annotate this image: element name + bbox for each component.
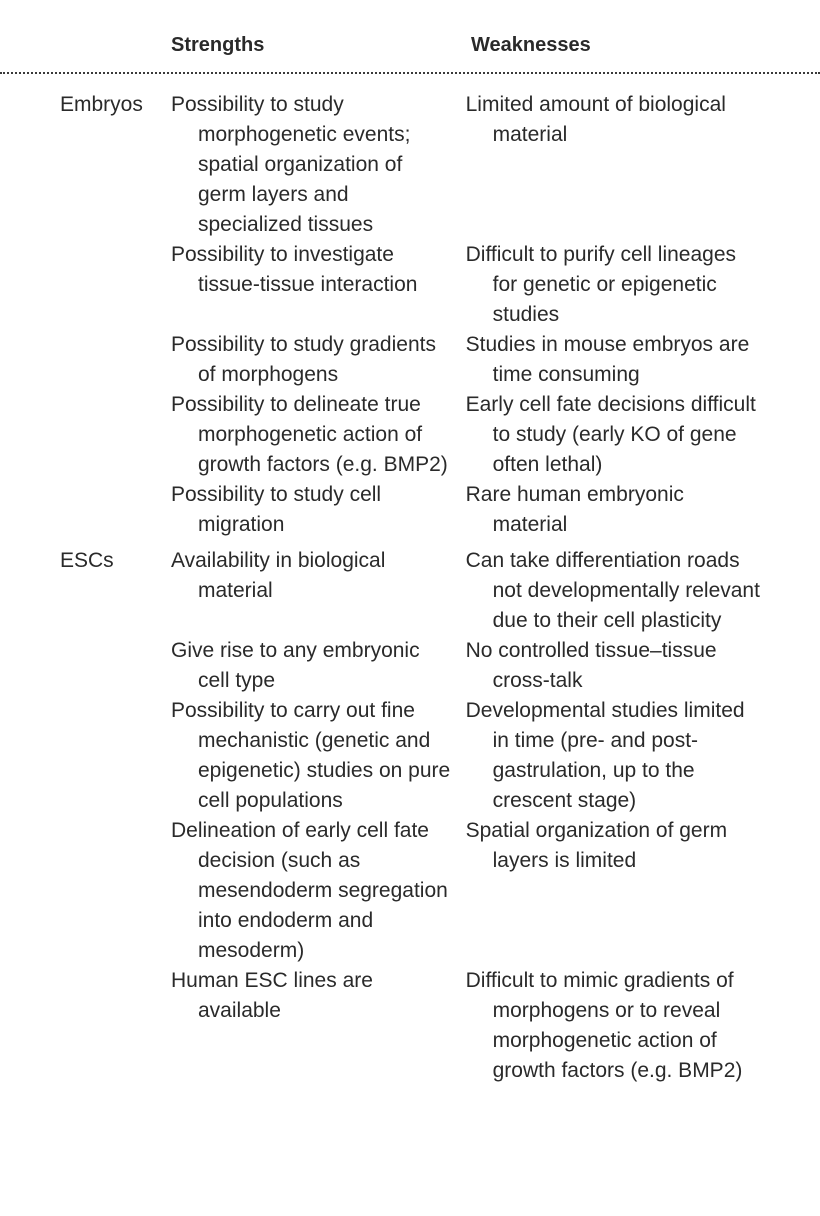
group-embryos (60, 90, 760, 540)
strength-cell: Possibility to carry out fine mechanistic (genetic and epigenetic) studies on pure cell populations (171, 699, 451, 812)
weakness-cell: No controlled tissue–tissue cross-talk (465, 639, 717, 692)
weakness-cell: Early cell fate decisions difficult to study (early KO of gene often lethal) (465, 393, 756, 476)
table-row (171, 390, 760, 480)
table-row (171, 480, 760, 540)
strength-cell: Possibility to study morphogenetic events; spatial organization of germ layers and specialized tissues (171, 93, 411, 236)
strength-cell: Possibility to study gradients of morphogens (171, 333, 436, 386)
weakness-cell: Studies in mouse embryos are time consuming (465, 333, 750, 386)
strength-cell: Human ESC lines are available (171, 969, 373, 1022)
table-row (171, 696, 760, 816)
table-header (60, 0, 760, 70)
table-row (171, 636, 760, 696)
weakness-cell: Can take differentiation roads not developmentally relevant due to their cell plasticity (465, 549, 760, 632)
group-label: ESCs (60, 549, 114, 572)
weakness-cell: Difficult to purify cell lineages for genetic or epigenetic studies (465, 243, 737, 326)
group-escs (60, 546, 760, 1086)
strength-cell: Availability in biological material (171, 549, 386, 602)
column-header-strengths: Strengths (171, 34, 265, 56)
table-row (171, 546, 760, 636)
column-header-weaknesses: Weaknesses (471, 34, 591, 56)
table-row (171, 816, 760, 966)
table-row (171, 966, 760, 1086)
weakness-cell: Spatial organization of germ layers is limited (465, 819, 728, 872)
table-body (60, 90, 760, 1086)
group-label: Embryos (60, 93, 143, 116)
strength-cell: Possibility to study cell migration (171, 483, 382, 536)
strength-cell: Delineation of early cell fate decision (such as mesendoderm segregation into endoderm and mesoderm) (171, 819, 448, 962)
weakness-cell: Developmental studies limited in time (pre- and post-gastrulation, up to the crescent stage) (465, 699, 745, 812)
weakness-cell: Rare human embryonic material (465, 483, 684, 536)
table-row (171, 240, 760, 330)
strength-cell: Possibility to investigate tissue-tissue interaction (171, 243, 418, 296)
header-divider (0, 72, 820, 74)
table-row (171, 330, 760, 390)
weakness-cell: Difficult to mimic gradients of morphogens or to reveal morphogenetic action of growth factors (e.g. BMP2) (465, 969, 743, 1082)
strength-cell: Possibility to delineate true morphogenetic action of growth factors (e.g. BMP2) (171, 393, 448, 476)
weakness-cell: Limited amount of biological material (465, 93, 726, 146)
strength-cell: Give rise to any embryonic cell type (171, 639, 420, 692)
table-row (171, 90, 760, 240)
